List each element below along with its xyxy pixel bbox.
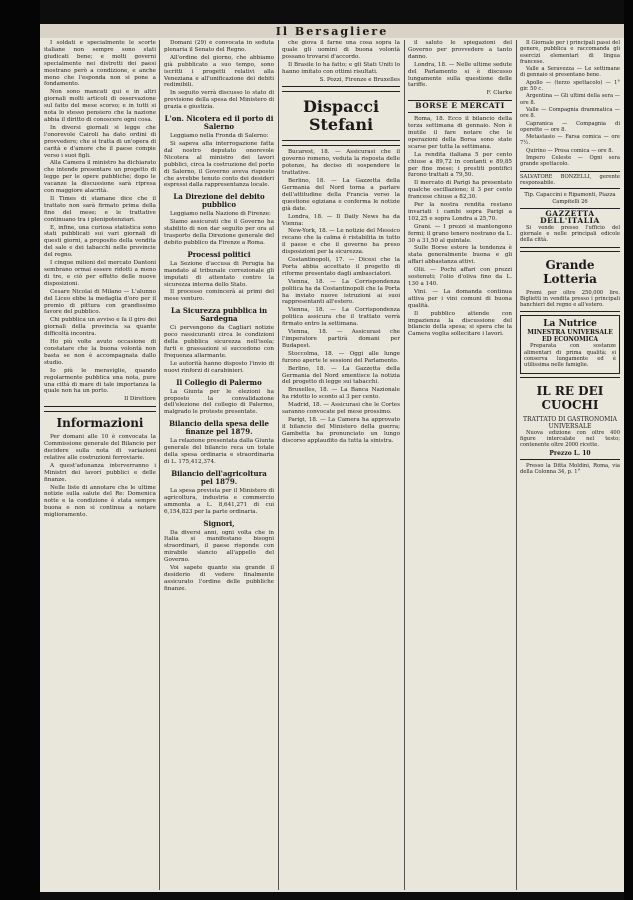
- column-3: [282, 40, 400, 890]
- article-paragraph: La Sezione d'accusa di Perugia ha mandato al tribunale correzionale gli imputati di attentato contro la sicurezza interna dello Stato.: [164, 260, 274, 288]
- dispatches-heading: Dispacci Stefani: [302, 97, 380, 135]
- article-paragraph: I soldati e specialmente le scorte italiane non sempre sono stati giudicati bene; e molti governi specialmente nei distretti dei paesi mostrano però a condizione, e anche meno che l'esponda non si pone a fondamento.: [44, 40, 156, 88]
- article-paragraph: I cinque milioni del mercato Dantoni sembrano ormai essere ridotti a meno di tre, e ciò per effetto delle nuove disposizioni.: [44, 260, 156, 287]
- ad-title: IL RE DEI CUOCHI: [536, 383, 604, 412]
- ad-box: [520, 208, 620, 248]
- article-paragraph: Voi sapete quanto sia grande il desiderio di vedere finalmente assicurato l'ordine delle pubbliche finanze.: [164, 565, 274, 592]
- column-rule: [159, 40, 160, 890]
- dispatch-paragraph: Vienna, 18. — La Corrispondenza politica ha da Costantinopoli che la Porta ha inviato nuove istruzioni ai suoi rappresentanti all'estero.: [282, 278, 400, 306]
- article-heading: L'on. Nicotera ed il porto di Salerno: [164, 114, 274, 132]
- column-5: [520, 40, 620, 890]
- article-paragraph: Non sono mancati qui e in altri giornali molti articoli di osservazione sul fatto del mese scorso; e in tutti si nota lo stesso pensiero che la nazione abbia il diritto di conoscere ogni cosa.: [44, 89, 156, 123]
- informazioni-heading: Informazioni: [56, 416, 144, 431]
- dispatch-paragraph: Costantinopoli, 17. — Dicesi che la Porta abbia accettato il progetto di riforme presentato dagli ambasciatori.: [282, 257, 400, 277]
- article-paragraph: Ci pervengono da Cagliari notizie poco rassicuranti circa le condizioni della pubblica sicurezza nell'isola; furti e grassazioni si succedono con frequenza allarmante.: [164, 325, 274, 359]
- borse-heading: BORSE E MERCATI: [415, 101, 505, 111]
- section-divider: [282, 140, 400, 146]
- article-paragraph: Da diversi anni, ogni volta che in Italia si manifestano bisogni straordinari, il paese risponde con mirabile slancio all'appello del Governo.: [164, 529, 274, 564]
- news-paragraph: A quest'adunanza interverranno i Ministri dei lavori pubblici e delle finanze.: [44, 462, 156, 483]
- ad-body: Si vende presso l'ufficio del giornale e nelle principali edicole della città.: [520, 224, 620, 244]
- scan-border-right: [624, 0, 633, 900]
- article-paragraph: La spesa prevista per il Ministero di agricoltura, industria e commercio ammonta a L. 8,641,271 di cui 6,154,823 per la parte ordinaria.: [164, 487, 274, 515]
- article-paragraph: Le autorità hanno disposto l'invio di nuovi rinforzi di carabinieri.: [164, 360, 274, 374]
- ad-body: Nuova edizione con oltre 400 figure intercalate nel testo; contenente oltre 2000 ricette.: [520, 429, 620, 449]
- market-paragraph: Roma, 18. Ecco il bilancio della terza settimana di gennaio. Non è inutile il fare notare che le operazioni della Borsa sono state scarse per tutta la settimana.: [408, 116, 512, 150]
- article-paragraph: Londra, 18. — Nelle ultime sedute del Parlamento si è discusso lungamente sulla questione delle tariffe.: [408, 61, 512, 89]
- market-paragraph: Olii. — Pochi affari con prezzi sostenuti; l'olio d'oliva fino da L. 130 a 140.: [408, 267, 512, 287]
- article-paragraph: Leggiamo nella Nazione di Firenze:: [170, 211, 271, 218]
- ad-body: Preparata con sostanze alimentari di prima qualità; si conserva lungamente ed è utilissima nelle famiglie.: [524, 343, 616, 369]
- dispatch-paragraph: Parigi, 18. — La Camera ha approvato il bilancio del Ministero della guerra; Gambetta ha pronunciato un lungo discorso applaudito da tutta la sinistra.: [282, 416, 400, 444]
- article-signature: S. Pozzi, Firenze e Bruxelles: [319, 76, 400, 83]
- market-paragraph: Il mercato di Parigi ha presentato qualche oscillazione; il 3 per cento francese chiuse a 82,30.: [408, 180, 512, 201]
- column-rule: [516, 40, 517, 890]
- article-heading: La Sicurezza pubblica in Sardegna: [170, 306, 268, 324]
- dispatch-paragraph: Vienna, 18. — Assicurasi che l'imperatore partirà domani per Budapest.: [282, 329, 400, 349]
- article-paragraph: Il processo comincerà ai primi del mese venturo.: [164, 289, 274, 303]
- news-paragraph: Per domani alle 10 è convocata la Commissione generale del Bilancio per decidere sulla nota di variazioni relative alle costruzioni ferroviarie.: [44, 434, 156, 461]
- article-heading: Bilancio dell'agricoltura pel 1879.: [171, 468, 267, 486]
- ad-box: [520, 251, 620, 313]
- article-heading: Bilancio della spesa delle finanze pel 1879.: [169, 419, 269, 437]
- column-1: [44, 40, 156, 890]
- article-heading: Il Collegio di Palermo: [176, 377, 262, 387]
- column-rule: [278, 40, 279, 890]
- market-paragraph: Per la nostra rendita restano invariati i cambi sopra Parigi a 102,25 e sopra Londra a 25,70.: [408, 202, 512, 222]
- article-paragraph: Si sapeva alla interrogazione fatta dal nostro deputato onorevole Nicotera al ministro dei lavori pubblici, circa la costruzione del porto di Salerno, il Governo aveva risposto che avrebbe tenuto conto dei desideri espressi dalla rappresentanza locale.: [164, 140, 274, 189]
- market-paragraph: Grani. — I prezzi si mantengono fermi; il grano tenero nostrano da L. 30 a 31,50 al quintale.: [408, 223, 512, 244]
- dispatch-paragraph: Berlino, 18. — La Gazzetta della Germania del Nord smentisce la notizia del progetto di legge sui tabacchi.: [282, 365, 400, 386]
- dispatch-paragraph: Bruxelles, 18. — La Banca Nazionale ha ridotto lo sconto al 3 per cento.: [282, 387, 400, 401]
- printer-line: Tip. Capaccini e Ripamonti, Piazza Campitelli 26: [524, 192, 616, 205]
- theatre-listing: Quirino — Prosa comica — ore 8.: [526, 147, 614, 154]
- column-2: [164, 40, 274, 890]
- article-paragraph: All'ordine del giorno, che abbiamo già pubblicato a suo tempo, sono iscritti i progetti relativi alla Veneziana e all'unificazione dei debiti redimibili.: [164, 54, 274, 89]
- market-paragraph: Sulle Borse estere la tendenza è stata generalmente buona e gli affari abbastanza attivi.: [408, 245, 512, 266]
- article-paragraph: E, infine, una curiosa statistica sono stati pubblicati sui vari giornali di questi giorni, a proposito della vendita del sale e dei tabacchi nelle provincie del regno.: [44, 224, 156, 259]
- ad-title: GAZZETTA DELL'ITALIA: [540, 208, 600, 225]
- masthead: [40, 24, 624, 38]
- article-paragraph: Il Times di stamane dice che il trattato non sarà firmato prima della fine del mese; e le trattative continuano tra i plenipotenziari.: [44, 195, 156, 223]
- dispatch-paragraph: Berlino, 18. — La Gazzetta della Germania del Nord torna a parlare dell'attitudine della Francia verso la questione egiziana e conferma le notizie già date.: [282, 178, 400, 212]
- market-paragraph: La rendita italiana 5 per cento chiuse a 89,72 in contanti e 89,85 per fine mese; i prestiti pontifici furono trattati a 79,50.: [408, 151, 512, 179]
- article-paragraph: Domani (29) è convocata in seduta plenaria il Senato del Regno.: [164, 40, 274, 53]
- section-divider: [44, 406, 156, 412]
- article-paragraph: La Giunta per le elezioni ha proposto la convalidazione dell'elezione del collegio di Palermo, malgrado le proteste presentate.: [164, 388, 274, 416]
- ad-title: Grande Lotteria: [543, 257, 597, 286]
- theatre-listing: Capranica — Compagnia di operette — ore 8.: [520, 120, 620, 133]
- article-paragraph: il saluto le spiegazioni del Governo per provvedere a tanto danno.: [408, 40, 512, 60]
- theatre-listing: Valle — Compagnia drammatica — ore 8.: [520, 106, 620, 120]
- article-paragraph: Leggiamo nella Fronda di Salerno:: [170, 133, 269, 140]
- article-paragraph: Ho più volte avuto occasione di constatare che la buona volontà non basta se non è accompagnata dallo studio.: [44, 339, 156, 366]
- printer-line: SALVATORE BONZELLI, gerente responsabile.: [520, 171, 620, 190]
- article-signature: F. Clarke: [486, 90, 512, 97]
- ad-subtitle: MINESTRA UNIVERSALE ED ECONOMICA: [527, 329, 613, 344]
- article-paragraph: La relazione presentata dalla Giunta generale del bilancio reca un totale della spesa ordinaria e straordinaria di L. 175,412,374.: [164, 438, 274, 465]
- section-divider: [282, 86, 400, 92]
- ad-footer: Presso la Ditta Moldini, Roma, via della Colonna 34, p. 1°: [520, 462, 620, 475]
- section-divider: [408, 100, 512, 113]
- market-paragraph: Vini. — La domanda continua attiva per i vini comuni di buona qualità.: [408, 288, 512, 309]
- news-paragraph: Nelle liste di annotare che le ultime notizie sulla salute del Re: Domenica notte e la condizione è stata sempre buona e non si continua a notare miglioramento.: [44, 484, 156, 519]
- article-paragraph: Cesare Nicolai di Milano — L'alunno del Liceo ebbe la medaglia d'oro per il premio di pittura con grandissimo favore del pubblico.: [44, 288, 156, 316]
- article-heading: Signori,: [203, 518, 235, 528]
- dispatch-paragraph: Stoccolma, 18. — Oggi alle lunge furono aperte le sessioni del Parlamento.: [282, 350, 400, 364]
- dispatch-paragraph: Vienna, 18. — La Corrispondenza politica assicura che il trattato verrà firmato entro la settimana.: [282, 307, 400, 328]
- article-paragraph: Chi pubblica un avviso e fa il giro dei giornali della provincia sa quante difficoltà incontra.: [44, 317, 156, 338]
- notice-paragraph: Impero Celeste — Ogni sera grande spettacolo.: [520, 155, 620, 168]
- ad-box: [520, 315, 620, 373]
- article-heading: La Direzione del debito pubblico: [173, 192, 265, 210]
- dispatch-paragraph: Londra, 18. — Il Daily News ha da Vienna:: [282, 213, 400, 227]
- article-signature: Il Direttore: [124, 396, 156, 403]
- scan-border-left: [0, 0, 40, 900]
- dispatch-paragraph: Bucarest, 18. — Assicurasi che il governo romeno, veduta la risposta delle potenze, ha deciso di sospendere le trattative.: [282, 149, 400, 177]
- theatre-listing: Metastasio — Farsa comica — ore 7½.: [520, 134, 620, 147]
- article-heading: Processi politici: [187, 249, 251, 259]
- ad-subtitle: TRATTATO DI GASTRONOMIA UNIVERSALE: [523, 415, 617, 430]
- article-paragraph: In diversi giornali si legge che l'onorevole Cairoli ha dato ordini di provvedere; che si tratta di un'opera di carità e d'amore che il paese compie verso i suoi figli.: [44, 124, 156, 159]
- newspaper-sheet: [40, 24, 624, 892]
- market-paragraph: Il pubblico attende con impazienza la discussione del bilancio della spesa; si spera che la Camera voglia sollecitare i lavori.: [408, 310, 512, 338]
- theatre-listing: Argentina — Gli ultimi della sera — ore 8.: [520, 93, 620, 106]
- notice-paragraph: Valle a Seravezza — Le settimane di gennaio si presentano bene.: [520, 66, 620, 79]
- column-rule: [404, 40, 405, 890]
- ad-title: La Nutrice: [543, 319, 597, 330]
- article-paragraph: Il Brasile lo ha fatto; e gli Stati Uniti lo hanno imitato con ottimi risultati.: [282, 61, 400, 75]
- article-paragraph: Alla Camera il ministro ha dichiarato che intende presentare un progetto di legge per le opere pubbliche; dopo le vacanze la discussione sarà ripresa con maggiore alacrità.: [44, 160, 156, 195]
- ad-price: Prezzo L. 10: [549, 449, 591, 457]
- article-paragraph: Io più le meraviglie, quando regolarmente pubblica una nota, pure una città di mare di tale importanza la quale non ha un porto.: [44, 367, 156, 395]
- masthead-title: Il Bersagliere: [275, 24, 389, 38]
- article-paragraph: In seguito verrà discusso lo stato di previsione della spesa del Ministero di grazia e giustizia.: [164, 90, 274, 111]
- dispatch-paragraph: New-York, 18. — Le notizie del Messico recano che la calma è ristabilita in tutto il paese e che il governo ha preso disposizioni per la sicurezza.: [282, 228, 400, 256]
- article-paragraph: Siamo assicurati che il Governo ha stabilito di non dar seguito per ora al trasporto della Direzione generale del debito pubblico da Firenze a Roma.: [164, 219, 274, 246]
- article-paragraph: che giova il farne una cosa sopra la quale gli uomini di buona volontà possano trovarsi d'accordo.: [282, 40, 400, 60]
- column-4: [408, 40, 512, 890]
- theatre-listing: Apollo — (terzo spettacolo) — 1° gir. 50 c.: [520, 79, 620, 93]
- notice-paragraph: Il Giornale per i principali passi del genere, pubblica e raccomanda gli esercizi elementari di lingua francese.: [520, 40, 620, 65]
- ad-body: Premi per oltre 250,000 lire. Biglietti in vendita presso i principali banchieri del regno e all'estero.: [520, 289, 620, 309]
- dispatch-paragraph: Madrid, 18. — Assicurasi che le Cortes saranno convocate pel mese prossimo.: [282, 402, 400, 416]
- ad-box: [520, 377, 620, 460]
